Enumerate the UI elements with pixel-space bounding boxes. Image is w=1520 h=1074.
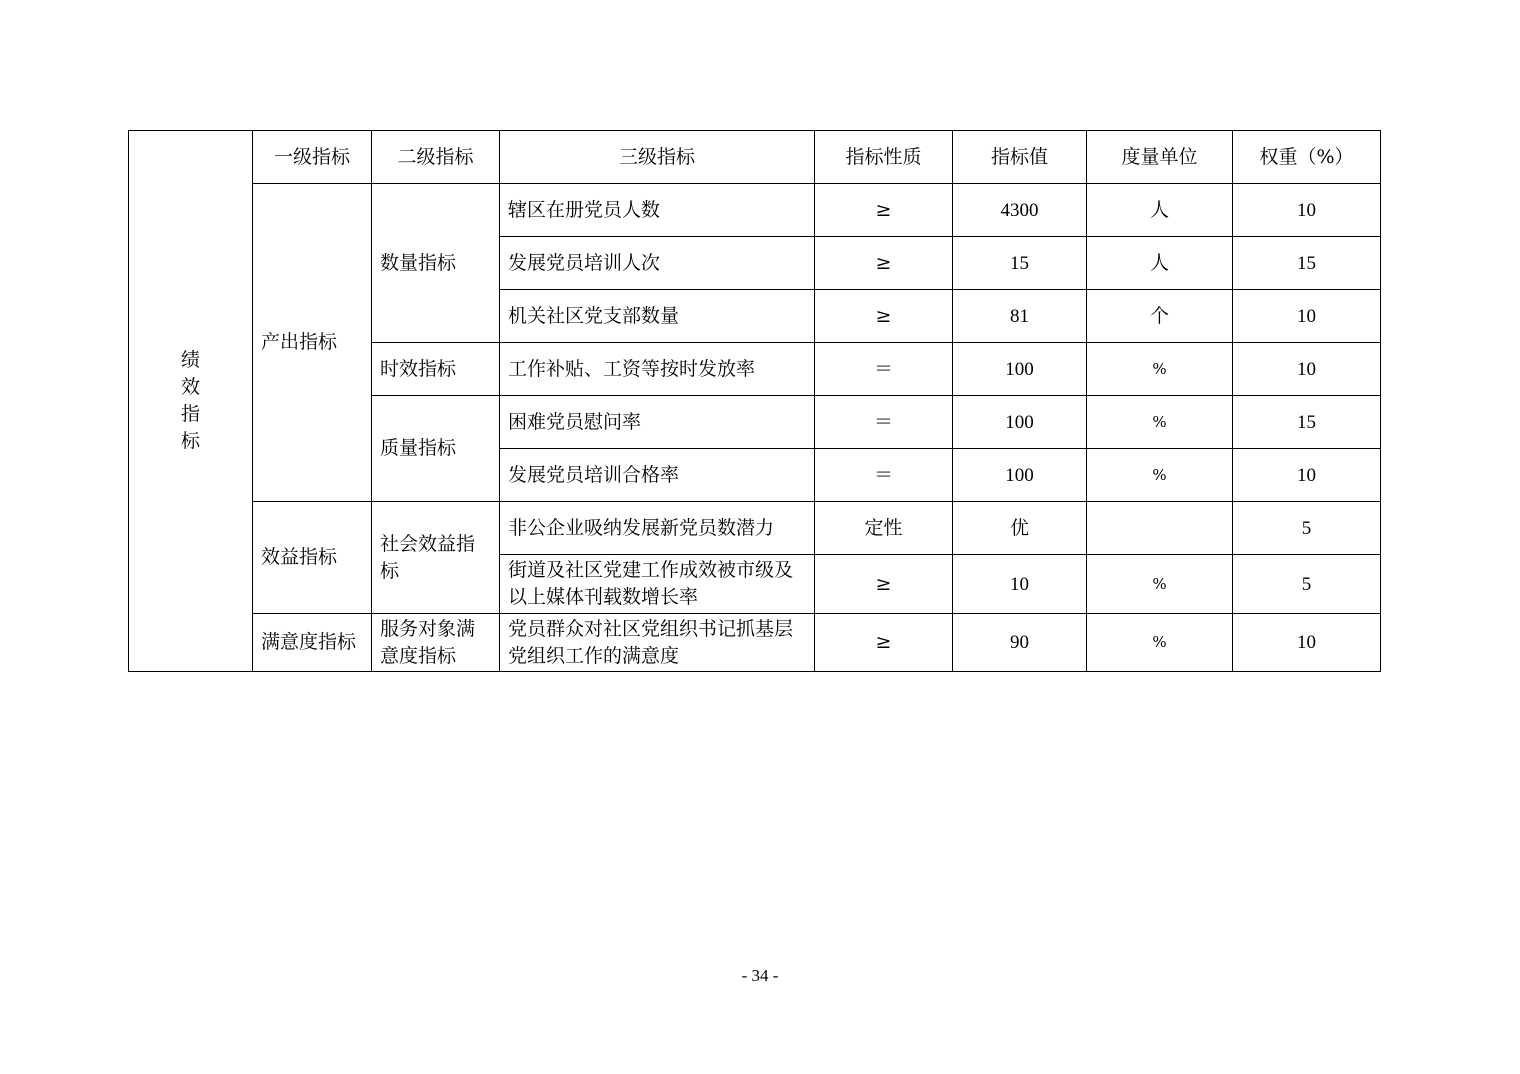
level1-satisfaction: 满意度指标 <box>253 614 372 672</box>
level2-quantity: 数量指标 <box>372 184 500 343</box>
indicator-name: 党员群众对社区党组织书记抓基层党组织工作的满意度 <box>500 614 815 672</box>
indicator-value: 81 <box>953 290 1087 343</box>
table-row <box>129 614 1381 672</box>
indicator-nature: ≥ <box>815 614 953 672</box>
header-value: 指标值 <box>953 131 1087 184</box>
indicator-value: 4300 <box>953 184 1087 237</box>
header-level2: 二级指标 <box>372 131 500 184</box>
indicator-nature: ≥ <box>815 237 953 290</box>
indicator-unit: % <box>1087 396 1233 449</box>
page-number: - 34 - <box>741 966 779 985</box>
side-label-char: 效 <box>180 376 200 398</box>
indicator-unit: % <box>1087 555 1233 614</box>
header-row <box>129 131 1381 184</box>
header-level3: 三级指标 <box>500 131 815 184</box>
indicator-weight: 15 <box>1233 396 1381 449</box>
indicator-name: 辖区在册党员人数 <box>500 184 815 237</box>
indicator-name: 发展党员培训人次 <box>500 237 815 290</box>
header-nature: 指标性质 <box>815 131 953 184</box>
indicator-value: 优 <box>953 502 1087 555</box>
side-label-char: 指 <box>180 403 200 425</box>
indicator-unit: % <box>1087 449 1233 502</box>
indicator-value: 15 <box>953 237 1087 290</box>
indicator-weight: 10 <box>1233 614 1381 672</box>
indicator-value: 100 <box>953 396 1087 449</box>
side-label-char: 绩 <box>180 349 200 371</box>
level1-benefit: 效益指标 <box>253 502 372 614</box>
indicator-nature: ≥ <box>815 184 953 237</box>
indicator-weight: 15 <box>1233 237 1381 290</box>
indicator-value: 10 <box>953 555 1087 614</box>
level2-social: 社会效益指标 <box>372 502 500 614</box>
indicator-nature: 定性 <box>815 502 953 555</box>
indicator-name: 工作补贴、工资等按时发放率 <box>500 343 815 396</box>
indicator-name: 发展党员培训合格率 <box>500 449 815 502</box>
level2-quality: 质量指标 <box>372 396 500 502</box>
indicator-weight: 5 <box>1233 502 1381 555</box>
indicator-unit <box>1087 502 1233 555</box>
indicator-name: 非公企业吸纳发展新党员数潜力 <box>500 502 815 555</box>
indicator-value: 100 <box>953 449 1087 502</box>
indicator-nature: ≥ <box>815 555 953 614</box>
indicator-weight: 10 <box>1233 184 1381 237</box>
side-label-char: 标 <box>180 430 200 452</box>
indicator-nature: ≥ <box>815 290 953 343</box>
header-unit: 度量单位 <box>1087 131 1233 184</box>
indicator-unit: 人 <box>1087 237 1233 290</box>
table-row <box>129 502 1381 555</box>
indicator-name: 街道及社区党建工作成效被市级及以上媒体刊载数增长率 <box>500 555 815 614</box>
indicator-value: 100 <box>953 343 1087 396</box>
indicator-unit: % <box>1087 614 1233 672</box>
indicator-nature: ＝ <box>815 449 953 502</box>
indicator-unit: % <box>1087 343 1233 396</box>
header-level1: 一级指标 <box>253 131 372 184</box>
side-label-cell <box>129 131 253 672</box>
indicator-value: 90 <box>953 614 1087 672</box>
indicator-weight: 10 <box>1233 290 1381 343</box>
performance-indicator-table <box>128 130 1381 672</box>
level2-timeliness: 时效指标 <box>372 343 500 396</box>
level2-service: 服务对象满意度指标 <box>372 614 500 672</box>
indicator-name: 机关社区党支部数量 <box>500 290 815 343</box>
level1-output: 产出指标 <box>253 184 372 502</box>
indicator-weight: 5 <box>1233 555 1381 614</box>
indicator-weight: 10 <box>1233 343 1381 396</box>
table-row <box>129 184 1381 237</box>
indicator-nature: ＝ <box>815 343 953 396</box>
indicator-unit: 个 <box>1087 290 1233 343</box>
indicator-unit: 人 <box>1087 184 1233 237</box>
indicator-weight: 10 <box>1233 449 1381 502</box>
indicator-nature: ＝ <box>815 396 953 449</box>
indicator-name: 困难党员慰问率 <box>500 396 815 449</box>
header-weight: 权重（%） <box>1233 131 1381 184</box>
